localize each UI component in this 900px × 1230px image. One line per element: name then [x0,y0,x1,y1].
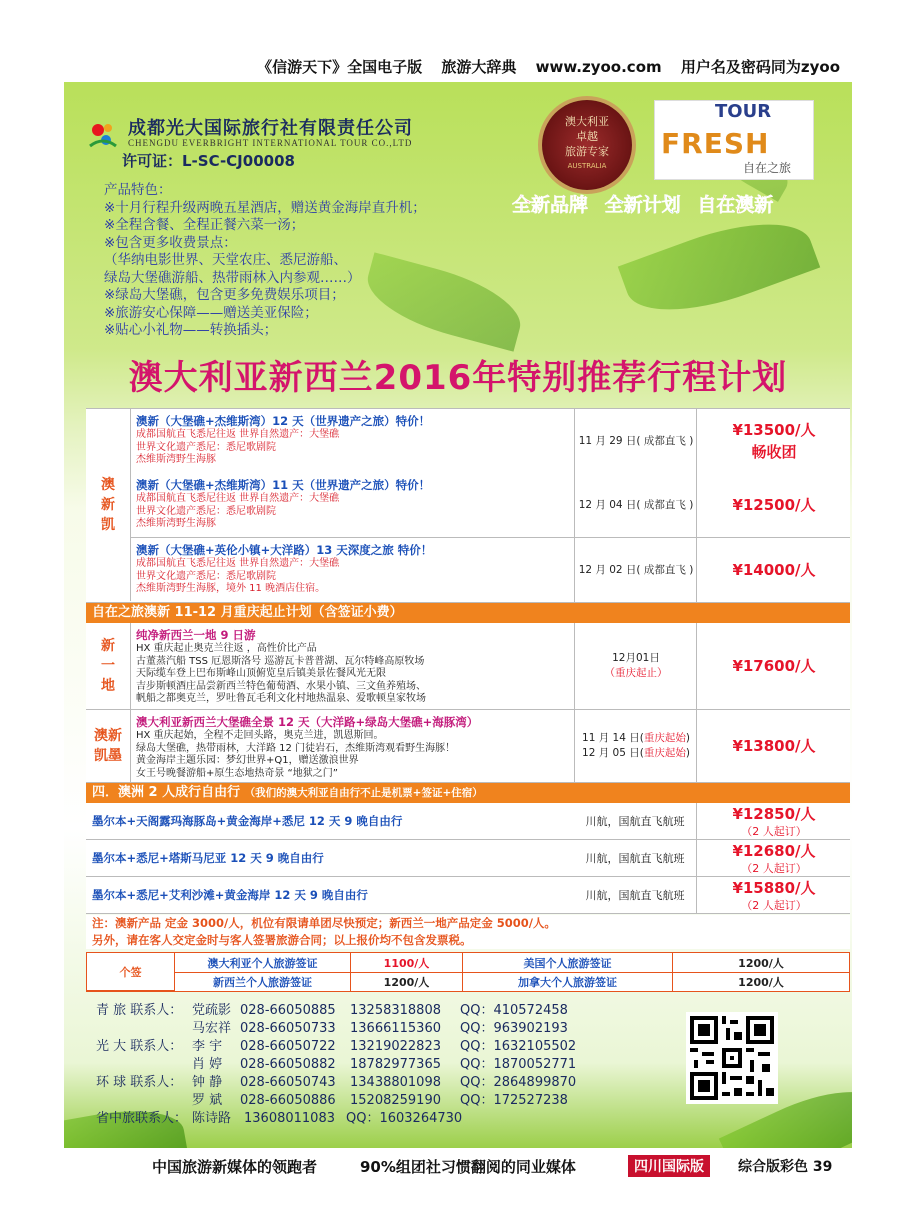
tour-price [696,409,851,473]
free-tour-name[interactable]: 墨尔本+悉尼+艾利沙滩+黄金海岸 12 天 9 晚自由行 [92,888,368,902]
product-features [104,182,426,340]
price-text: ¥12680/人 [732,842,816,860]
contact-mobile[interactable]: 13608011083 [244,1111,335,1126]
contact-qq: QQ：410572458 [460,1003,568,1018]
tour-row[interactable] [86,473,850,538]
free-tour-name[interactable]: 墨尔本+悉尼+塔斯马尼亚 12 天 9 晚自由行 [92,851,324,865]
region-label: 新 一 地 [86,623,131,709]
price-note: （2 人起订） [741,825,807,838]
tour-desc [136,542,566,596]
tour-price [696,710,851,782]
price-text: ¥17600/人 [732,657,816,675]
region-label: 澳 新 凯 [86,409,131,601]
price-text: ¥13800/人 [732,737,816,755]
tour-detail: 女王号晚餐游船+原生态地热奇景 “地狱之门” [136,767,338,779]
feature-line: ※全程含餐、全程正餐六菜一汤； [104,217,305,233]
tour-desc [136,714,566,780]
tour-detail: 杰维斯湾野生海豚，境外 11 晚酒店住宿。 [136,583,326,594]
visa-label: 个签 [87,953,175,991]
badge-line: AUSTRALIA [567,162,607,170]
price-text: ¥12850/人 [732,805,816,823]
tour-desc [136,477,566,531]
company-name: 成都光大国际旅行社有限责任公司 [128,118,413,139]
date-line [582,746,690,761]
price-text: ¥12500/人 [732,496,816,514]
tour-desc [136,627,566,706]
page-header [0,56,840,77]
contact-phone[interactable]: 028-66050886 [240,1093,336,1108]
contact-name: 党疏影 [192,1003,232,1018]
visa-table [86,952,850,992]
ad-panel [64,82,852,1148]
visa-price: 1100/人 [351,953,463,973]
contact-qq: QQ：172527238 [460,1093,568,1108]
login-hint: 用户名及密码同为zyoo [680,58,840,76]
page-footer [0,1156,900,1178]
qr-code-icon[interactable] [686,1012,778,1104]
brand-slogan [512,190,783,217]
brand-tour: TOUR [715,101,772,122]
booking-note: 注：澳新产品 定金 3000/人，机位有限请单团尽快预定；新西兰一地产品定金 5000/人。 [86,915,850,932]
feature-line: 绿岛大堡礁游船、热带雨林入内参观……） [104,269,361,286]
price-note: （2 人起订） [741,862,807,875]
contact-group: 环 球 联系人： [96,1075,183,1090]
slogan-part: 全新计划 [604,194,681,216]
tour-date [574,409,697,473]
contact-mobile[interactable]: 13258318808 [350,1003,441,1018]
tour-detail: 世界文化遗产悉尼：悉尼歌剧院 [136,570,276,582]
free-tour-row[interactable] [86,840,850,877]
date-paren: ) [685,732,690,744]
tour-title[interactable]: 澳新（大堡礁+英伦小镇+大洋路）13 天深度之旅 特价！ [136,543,433,557]
price-note: （2 人起订） [741,899,807,912]
date-text: 12月01日 [612,652,660,664]
tour-price [696,803,851,839]
contact-name: 肖 婷 [192,1057,223,1072]
airline: 川航，国航直飞航班 [585,815,685,828]
company-logo-block [86,112,446,172]
tour-detail: 成都国航直飞悉尼往返 世界自然遗产：大堡礁 [136,429,340,440]
brand-subtitle: 自在之旅 [743,161,792,175]
visa-type: 美国个人旅游签证 [463,953,673,973]
tour-detail: 世界文化遗产悉尼：悉尼歌剧院 [136,441,276,453]
contact-phone[interactable]: 028-66050733 [240,1021,336,1036]
tour-desc [136,413,566,467]
feature-line: 产品特色： [104,182,172,198]
tour-detail: HX 重庆起止奥克兰往返 ，高性价比产品 [136,643,317,654]
publication-title: 《信游天下》全国电子版 [257,58,423,76]
visa-type: 澳大利亚个人旅游签证 [175,953,351,973]
website-link[interactable]: www.zyoo.com [535,58,662,76]
free-tour-row[interactable] [86,877,850,914]
date-note: 重庆起始 [643,732,686,744]
badge-line: 卓越 [576,130,598,143]
badge-line: 澳大利亚 [565,115,609,128]
visa-price: 1200/人 [351,972,463,992]
tour-date [574,473,697,537]
badge-line: 旅游专家 [565,145,609,158]
main-title: 澳大利亚新西兰2016年特别推荐行程计划 [128,358,788,398]
tour-detail: 黄金海岸主题乐园：梦幻世界+Q1，赠送激浪世界 [136,755,359,766]
section-band: 自在之旅澳新 11-12 月重庆起止计划（含签证小费） [86,603,850,623]
contact-qq: QQ：1603264730 [346,1111,463,1126]
tour-title[interactable]: 澳新（大堡礁+杰维斯湾）11 天（世界遗产之旅）特价！ [136,478,431,492]
slogan-part: 全新品牌 [512,194,589,216]
tour-row[interactable] [86,623,850,710]
tour-price [696,623,851,709]
visa-price: 1200/人 [673,953,849,973]
dictionary-label: 旅游大辞典 [441,58,517,76]
leaf-decoration [618,202,820,333]
tour-price [696,840,851,876]
contact-mobile[interactable]: 13438801098 [350,1075,441,1090]
tour-title[interactable]: 澳大利亚新西兰大堡礁全景 12 天（大洋路+绿岛大堡礁+海豚湾） [136,715,479,729]
australia-specialist-badge [542,100,632,190]
contact-name: 马宏祥 [192,1021,232,1036]
price-note: 畅收团 [751,443,797,461]
feature-line: ※旅游安心保障——赠送美亚保险； [104,304,318,321]
contact-mobile[interactable]: 15208259190 [350,1093,441,1108]
date-text: 12 月 04 日( 成都直飞 ) [578,498,694,511]
contact-qq: QQ：2864899870 [460,1075,577,1090]
region-label: 澳新 凯墨 [86,710,131,782]
brand-fresh: FRESH [661,127,770,160]
contact-qq: QQ：963902193 [460,1021,568,1036]
visa-type: 新西兰个人旅游签证 [175,972,351,992]
contact-group: 青 旅 联系人： [96,1003,183,1018]
contact-qq: QQ：1870052771 [460,1057,577,1072]
contact-mobile[interactable]: 18782977365 [350,1057,441,1072]
date-note: 重庆起始 [643,747,686,759]
tour-price [696,877,851,913]
contact-qq: QQ：1632105502 [460,1039,577,1054]
license-number: 许可证：L-SC-CJ00008 [122,152,295,170]
contact-name: 钟 静 [192,1075,223,1090]
price-text: ¥14000/人 [732,561,816,579]
contact-name: 李 宇 [192,1039,223,1054]
footer-tagline: 中国旅游新媒体的领跑者 [152,1158,318,1176]
feature-line: ※绿岛大堡礁，包含更多免费娱乐项目； [104,287,345,303]
contact-phone[interactable]: 028-66050722 [240,1039,336,1054]
free-tour-name[interactable]: 墨尔本+天阁露玛海豚岛+黄金海岸+悉尼 12 天 9 晚自由行 [92,814,403,828]
company-name-en: CHENGDU EVERBRIGHT INTERNATIONAL TOUR CO.,LTD [128,138,413,148]
feature-line: ※贴心小礼物——转换插头； [104,322,278,338]
page-number: 综合版彩色 39 [738,1159,833,1175]
feature-line: ※包含更多收费景点： [104,234,237,251]
visa-price: 1200/人 [738,976,784,989]
tour-row[interactable] [86,538,850,603]
contact-name: 罗 斌 [192,1093,223,1108]
date-note: （重庆起止） [604,667,668,679]
tour-detail: 杰维斯湾野生海豚 [136,518,216,529]
tour-date [574,538,697,602]
fresh-tour-logo [654,100,814,180]
tour-price [696,538,851,602]
tour-detail: 古董蒸汽船 TSS 厄恩斯洛号 巡游瓦卡普普湖、瓦尔特峰高原牧场 [136,655,425,667]
contact-group: 光 大 联系人： [96,1039,183,1054]
contact-name: 陈诗路 [192,1111,232,1126]
tour-price [696,473,851,537]
band-subtitle: （我们的澳大利亚自由行不止是机票+签证+住宿） [244,787,483,799]
contact-phone[interactable]: 028-66050885 [240,1003,336,1018]
date-text: 12 月 05 日( [582,747,644,759]
feature-line: ※十月行程升级两晚五星酒店，赠送黄金海岸直升机； [104,199,426,216]
date-text: 12 月 02 日( 成都直飞 ) [578,563,694,576]
feature-line: （华纳电影世界、天堂农庄、悉尼游船、 [104,252,347,268]
date-paren: ) [685,747,690,759]
tour-detail: HX 重庆起始，全程不走回头路，奥克兰进，凯恩斯回。 [136,730,384,741]
date-line [582,731,690,746]
tour-detail: 成都国航直飞悉尼往返 世界自然遗产：大堡礁 [136,493,340,504]
tour-detail: 天际缆车登上巴布斯峰山顶俯览皇后镇美景佐餐风光无限 [136,668,386,679]
contact-phone[interactable]: 028-66050743 [240,1075,336,1090]
price-text: ¥15880/人 [732,879,816,897]
airline: 川航，国航直飞航班 [585,852,685,865]
contact-mobile[interactable]: 13666115360 [350,1021,441,1036]
date-text: 11 月 29 日( 成都直飞 ) [578,434,694,447]
contact-phone[interactable]: 028-66050882 [240,1057,336,1072]
contact-group: 省中旅联系人： [96,1111,188,1126]
company-logo-icon [86,118,120,152]
date-text: 11 月 14 日( [582,732,644,744]
tour-detail: 世界文化遗产悉尼：悉尼歌剧院 [136,505,276,517]
tour-row[interactable] [86,710,850,783]
tour-detail: 吉步斯顿酒庄品尝新西兰特色葡萄酒、水果小镇、三文鱼养殖场、 [136,680,426,692]
tour-detail: 成都国航直飞悉尼往返 世界自然遗产：大堡礁 [136,558,340,569]
contract-note: 另外，请在客人交定金时与客人签署旅游合同；以上报价均不包含发票税。 [86,932,850,949]
tour-title[interactable]: 纯净新西兰一地 9 日游 [136,628,256,642]
footer-tagline-2: 90%组团社习惯翻阅的同业媒体 [360,1158,576,1176]
tour-detail: 绿岛大堡礁，热带雨林，大洋路 12 门徒岩石，杰维斯湾观看野生海豚！ [136,742,456,754]
section-band [86,783,850,803]
tour-date [574,710,697,782]
free-tour-row[interactable] [86,803,850,840]
edition-badge: 四川国际版 [628,1155,710,1177]
tour-detail: 杰维斯湾野生海豚 [136,454,216,465]
tour-title[interactable]: 澳新（大堡礁+杰维斯湾）12 天（世界遗产之旅）特价！ [136,414,431,428]
slogan-part: 自在澳新 [697,194,774,216]
price-text: ¥13500/人 [732,421,816,439]
contact-mobile[interactable]: 13219022823 [350,1039,441,1054]
tour-detail: 帆船之都奥克兰，罗吐鲁瓦毛利文化村地热温泉、爱歌顿皇家牧场 [136,693,426,704]
airline: 川航，国航直飞航班 [585,889,685,902]
visa-type: 加拿大个人旅游签证 [463,972,673,992]
band-title: 四．澳洲 2 人成行自由行 [92,785,241,800]
tour-date [574,623,697,709]
